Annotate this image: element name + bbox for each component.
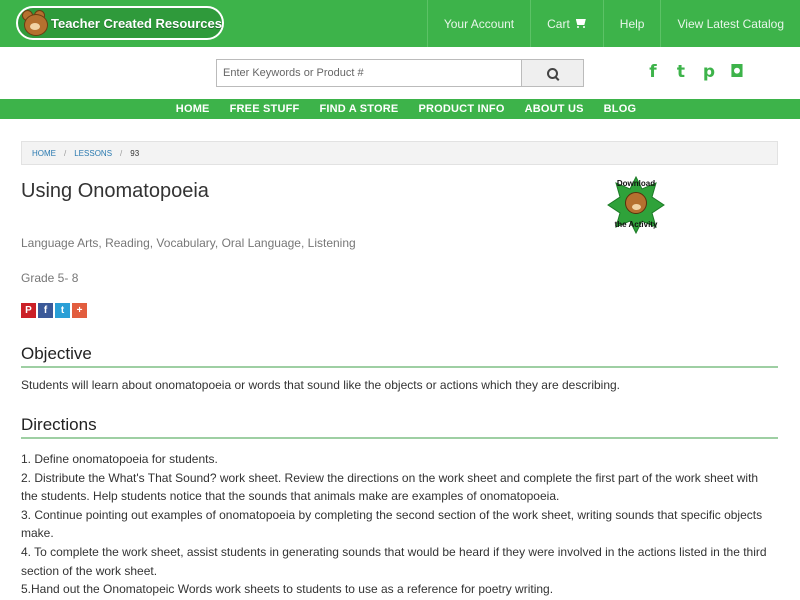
direction-step: 2. Distribute the What's That Sound? work sheet. Review the directions on the work sheet and complete the first part of the work sheet with the students. Help students notice that the sounds that animals make are examples of onomatopoeia.: [21, 470, 759, 504]
pinterest-share-icon[interactable]: P: [21, 303, 36, 318]
nav-blog[interactable]: BLOG: [603, 103, 637, 115]
nav-product-info[interactable]: PRODUCT INFO: [418, 103, 505, 115]
nav-find-a-store[interactable]: FIND A STORE: [319, 103, 399, 115]
grade-level: Grade 5- 8: [21, 271, 79, 285]
nav-home[interactable]: HOME: [175, 103, 210, 115]
directions-list: [21, 450, 778, 599]
bear-icon: [625, 192, 647, 214]
cart-icon: [575, 19, 587, 28]
search-bar: [216, 59, 584, 87]
direction-step: 3. Continue pointing out examples of onomatopoeia by completing the second section of the work sheet, writing sounds that specific objects make.: [21, 507, 763, 541]
logo-text: Teacher Created Resources: [50, 15, 222, 31]
latest-catalog-link[interactable]: View Latest Catalog: [660, 0, 800, 47]
breadcrumb-separator: /: [64, 148, 67, 158]
objective-heading: Objective: [21, 344, 778, 368]
breadcrumb-separator: /: [120, 148, 123, 158]
help-link[interactable]: Help: [603, 0, 661, 47]
add-share-icon[interactable]: +: [72, 303, 87, 318]
main-nav: [0, 99, 800, 119]
share-buttons: [21, 303, 87, 318]
twitter-share-icon[interactable]: t: [55, 303, 70, 318]
download-activity-button[interactable]: [606, 175, 666, 235]
account-nav: [427, 0, 800, 47]
directions-heading: Directions: [21, 415, 778, 439]
subject-tags: Language Arts, Reading, Vocabulary, Oral Language, Listening: [21, 236, 356, 250]
instagram-icon[interactable]: ◘: [729, 62, 745, 82]
breadcrumb: [21, 141, 778, 165]
download-label-2: the Activity: [614, 220, 658, 229]
facebook-icon[interactable]: f: [649, 62, 657, 82]
twitter-icon[interactable]: t: [676, 62, 686, 82]
search-input[interactable]: [216, 59, 522, 87]
cart-link[interactable]: Cart: [530, 0, 603, 47]
breadcrumb-lessons[interactable]: LESSONS: [74, 148, 113, 158]
direction-step: 1. Define onomatopoeia for students.: [21, 452, 218, 466]
breadcrumb-current: 93: [130, 148, 140, 158]
facebook-share-icon[interactable]: f: [38, 303, 53, 318]
bear-logo-icon: [20, 8, 47, 38]
breadcrumb-home[interactable]: HOME: [32, 148, 56, 158]
search-icon: [547, 68, 558, 79]
nav-free-stuff[interactable]: FREE STUFF: [229, 103, 300, 115]
social-links: [644, 62, 746, 82]
download-label: Download: [616, 179, 656, 188]
top-bar: [0, 0, 800, 47]
site-logo[interactable]: [16, 6, 224, 40]
pinterest-icon[interactable]: p: [702, 62, 716, 82]
direction-step: 4. To complete the work sheet, assist students in generating sounds that would be heard if they were involved in the actions listed in the third section of the work sheet.: [21, 544, 767, 578]
page-title: Using Onomatopoeia: [21, 180, 209, 202]
objective-text: Students will learn about onomatopoeia or words that sound like the objects or actions which they are describing.: [21, 378, 621, 392]
your-account-link[interactable]: Your Account: [427, 0, 530, 47]
nav-about-us[interactable]: ABOUT US: [524, 103, 584, 115]
direction-step: 5.Hand out the Onomatopeic Words work sheets to students to use as a reference for poetry writing.: [21, 582, 554, 597]
search-button[interactable]: [522, 59, 584, 87]
